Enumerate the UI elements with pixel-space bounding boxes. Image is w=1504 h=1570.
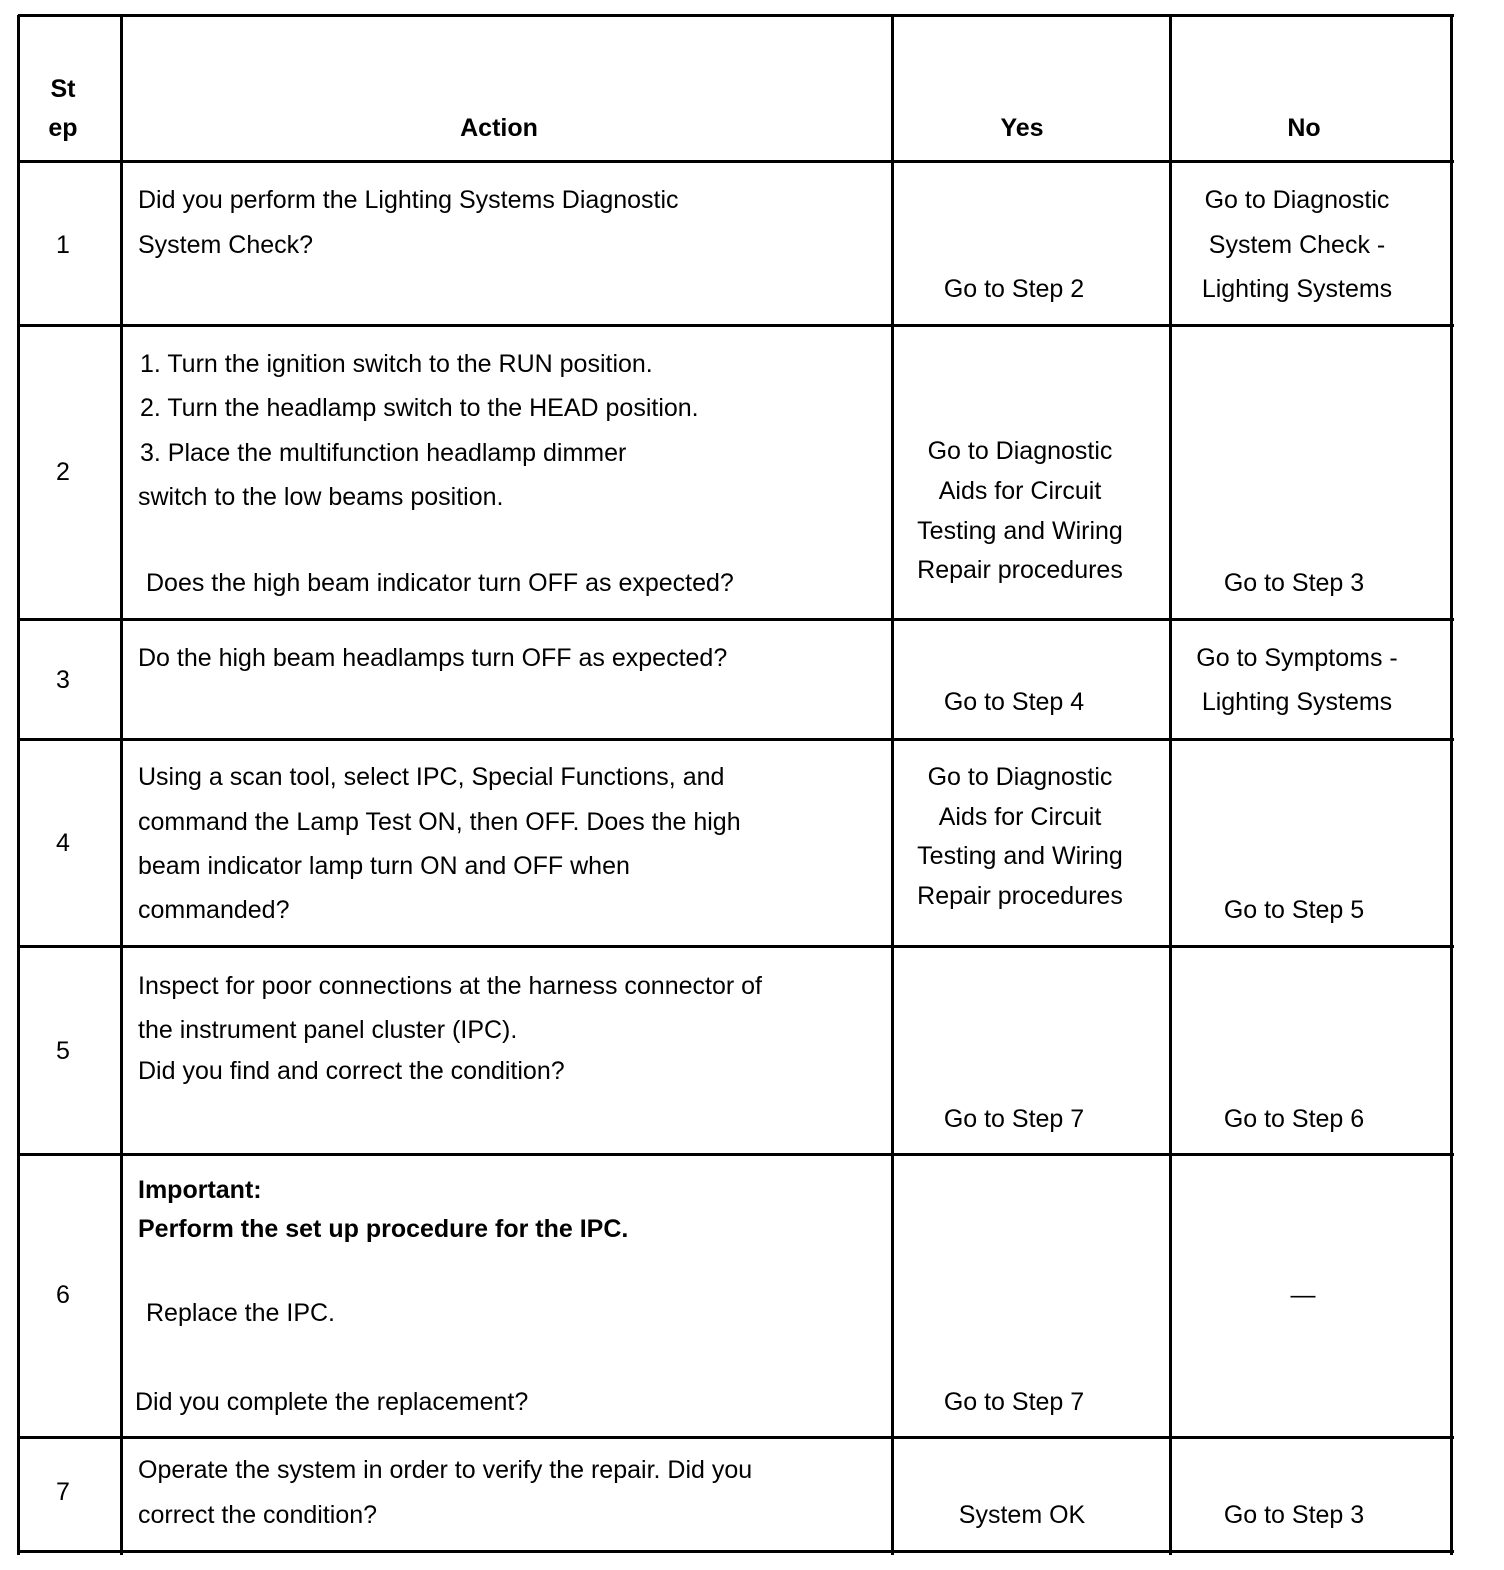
action-text: Did you perform the Lighting Systems Diagnostic [138,186,679,214]
yes-text: Go to Step 7 [943,1388,1085,1416]
row-divider [18,945,1454,948]
table-border [17,15,20,1555]
yes-text: Go to Diagnostic [927,763,1113,791]
yes-text: Go to Step 7 [943,1105,1085,1133]
header-step: ep [48,114,78,142]
yes-text: Aids for Circuit [938,477,1102,505]
no-text: Go to Step 5 [1223,896,1365,924]
column-divider [1169,15,1172,1555]
table-border [18,1550,1454,1553]
action-text: correct the condition? [138,1501,378,1529]
yes-text: Repair procedures [917,556,1123,584]
table-border [1450,15,1453,1555]
step-number: 4 [56,829,70,857]
header-yes: Yes [1000,114,1044,142]
no-text: Go to Symptoms - [1196,644,1398,672]
step-number: 5 [56,1037,70,1065]
action-text: Using a scan tool, select IPC, Special Functions, and [138,763,725,791]
action-text: command the Lamp Test ON, then OFF. Does the high [138,808,741,836]
header-step: St [50,75,76,103]
action-text: Do the high beam headlamps turn OFF as expected? [138,644,728,672]
important-note: Perform the set up procedure for the IPC. [138,1215,629,1243]
action-text: the instrument panel cluster (IPC). [138,1016,518,1044]
yes-text: System OK [958,1501,1086,1529]
row-divider [18,324,1454,327]
step-number: 6 [56,1281,70,1309]
step-number: 1 [56,231,70,259]
no-text: Go to Step 6 [1223,1105,1365,1133]
yes-text: Repair procedures [917,882,1123,910]
action-text: 3. Place the multifunction headlamp dimmer [140,439,627,467]
step-number: 7 [56,1478,70,1506]
yes-text: Go to Diagnostic [927,437,1113,465]
yes-text: Go to Step 4 [943,688,1085,716]
yes-text: Testing and Wiring [917,842,1123,870]
row-divider [18,1153,1454,1156]
header-no: No [1287,114,1321,142]
action-text: switch to the low beams position. [138,483,504,511]
action-text: Operate the system in order to verify the repair. Did you [138,1456,753,1484]
no-text: — [1290,1281,1316,1309]
step-number: 3 [56,666,70,694]
action-text: Replace the IPC. [146,1299,335,1327]
header-action: Action [460,114,538,142]
no-text: Go to Step 3 [1223,569,1365,597]
important-label: Important: [138,1176,262,1204]
row-divider [18,160,1454,163]
row-divider [18,618,1454,621]
yes-text: Aids for Circuit [938,803,1102,831]
action-text: beam indicator lamp turn ON and OFF when [138,852,630,880]
table-border [18,14,1454,17]
row-divider [18,738,1454,741]
action-text: Inspect for poor connections at the harness connector of [138,972,762,1000]
action-text: Does the high beam indicator turn OFF as expected? [146,569,734,597]
action-text: Did you find and correct the condition? [138,1057,565,1085]
action-text: commanded? [138,896,290,924]
no-text: Lighting Systems [1201,275,1393,303]
action-text: Did you complete the replacement? [135,1388,529,1416]
action-text: System Check? [138,231,314,259]
no-text: System Check - [1208,231,1386,259]
action-text: 2. Turn the headlamp switch to the HEAD position. [140,394,699,422]
action-text: 1. Turn the ignition switch to the RUN position. [140,350,653,378]
yes-text: Testing and Wiring [917,517,1123,545]
no-text: Go to Diagnostic [1204,186,1390,214]
column-divider [891,15,894,1555]
column-divider [120,15,123,1555]
no-text: Go to Step 3 [1223,1501,1365,1529]
yes-text: Go to Step 2 [943,275,1085,303]
step-number: 2 [56,458,70,486]
no-text: Lighting Systems [1201,688,1393,716]
row-divider [18,1436,1454,1439]
